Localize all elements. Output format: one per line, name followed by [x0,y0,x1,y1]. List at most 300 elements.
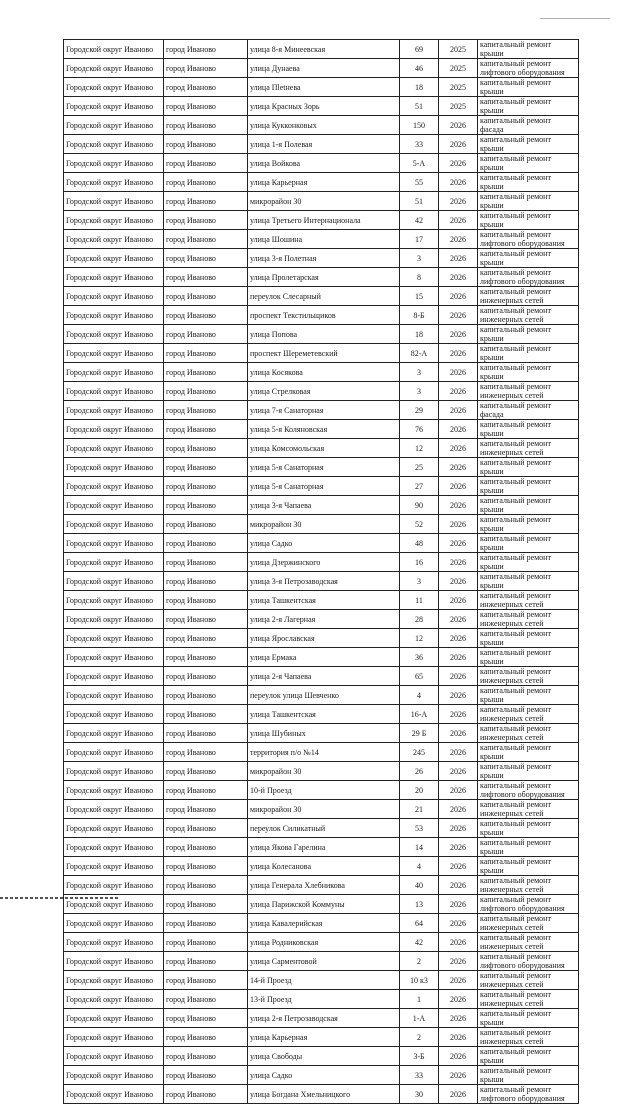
municipality-cell: Городской округ Иваново [64,876,164,895]
work-type-cell: капитальный ремонт крыши [478,135,579,154]
settlement-cell: город Иваново [164,420,248,439]
house-number-cell: 52 [400,515,439,534]
table-row [64,477,579,496]
settlement-cell: город Иваново [164,914,248,933]
year-cell: 2026 [439,553,478,572]
settlement-cell: город Иваново [164,116,248,135]
municipality-cell: Городской округ Иваново [64,287,164,306]
street-cell: улица Дзержинского [248,553,400,572]
work-type-cell: капитальный ремонт инженерных сетей [478,705,579,724]
table-row [64,534,579,553]
repair-schedule-table [63,39,579,1104]
municipality-cell: Городской округ Иваново [64,154,164,173]
municipality-cell: Городской округ Иваново [64,1028,164,1047]
work-type-cell: капитальный ремонт крыши [478,477,579,496]
house-number-cell: 33 [400,1066,439,1085]
settlement-cell: город Иваново [164,724,248,743]
municipality-cell: Городской округ Иваново [64,534,164,553]
table-row [64,325,579,344]
municipality-cell: Городской округ Иваново [64,819,164,838]
street-cell: улица 5-я Санаторная [248,477,400,496]
settlement-cell: город Иваново [164,230,248,249]
house-number-cell: 2 [400,952,439,971]
municipality-cell: Городской округ Иваново [64,553,164,572]
municipality-cell: Городской округ Иваново [64,230,164,249]
settlement-cell: город Иваново [164,705,248,724]
street-cell: улица Попова [248,325,400,344]
top-rule-line [540,18,610,19]
table-row [64,686,579,705]
work-type-cell: капитальный ремонт инженерных сетей [478,971,579,990]
work-type-cell: капитальный ремонт крыши [478,819,579,838]
settlement-cell: город Иваново [164,458,248,477]
work-type-cell: капитальный ремонт крыши [478,78,579,97]
table-row [64,553,579,572]
work-type-cell: капитальный ремонт крыши [478,173,579,192]
table-row [64,515,579,534]
year-cell: 2026 [439,477,478,496]
work-type-cell: капитальный ремонт инженерных сетей [478,724,579,743]
settlement-cell: город Иваново [164,895,248,914]
year-cell: 2026 [439,1009,478,1028]
year-cell: 2026 [439,743,478,762]
municipality-cell: Городской округ Иваново [64,762,164,781]
house-number-cell: 46 [400,59,439,78]
street-cell: улица Генерала Хлебникова [248,876,400,895]
municipality-cell: Городской округ Иваново [64,363,164,382]
work-type-cell: капитальный ремонт фасада [478,401,579,420]
street-cell: улица 8-я Минеевская [248,40,400,59]
year-cell: 2026 [439,192,478,211]
work-type-cell: капитальный ремонт крыши [478,420,579,439]
street-cell: улица Ярославская [248,629,400,648]
street-cell: улица Якова Гарелина [248,838,400,857]
street-cell: улица Войкова [248,154,400,173]
street-cell: переулок улица Шевченко [248,686,400,705]
year-cell: 2026 [439,686,478,705]
work-type-cell: капитальный ремонт крыши [478,515,579,534]
settlement-cell: город Иваново [164,743,248,762]
year-cell: 2026 [439,154,478,173]
street-cell: улица 2-я Петрозаводская [248,1009,400,1028]
municipality-cell: Городской округ Иваново [64,515,164,534]
house-number-cell: 3 [400,382,439,401]
year-cell: 2026 [439,1066,478,1085]
table-row [64,610,579,629]
year-cell: 2026 [439,344,478,363]
house-number-cell: 40 [400,876,439,895]
year-cell: 2026 [439,116,478,135]
settlement-cell: город Иваново [164,971,248,990]
house-number-cell: 8-Б [400,306,439,325]
year-cell: 2026 [439,1085,478,1104]
street-cell: улица Карьерная [248,173,400,192]
year-cell: 2026 [439,496,478,515]
table-row [64,173,579,192]
municipality-cell: Городской округ Иваново [64,838,164,857]
year-cell: 2025 [439,40,478,59]
municipality-cell: Городской округ Иваново [64,610,164,629]
table-row [64,1028,579,1047]
table-row [64,268,579,287]
year-cell: 2026 [439,610,478,629]
house-number-cell: 13 [400,895,439,914]
house-number-cell: 82-А [400,344,439,363]
table-row [64,933,579,952]
year-cell: 2026 [439,895,478,914]
house-number-cell: 12 [400,439,439,458]
street-cell: улица 2-я Лагерная [248,610,400,629]
street-cell: улица 3-я Полетная [248,249,400,268]
house-number-cell: 1-А [400,1009,439,1028]
work-type-cell: капитальный ремонт инженерных сетей [478,876,579,895]
settlement-cell: город Иваново [164,534,248,553]
table-row [64,59,579,78]
municipality-cell: Городской округ Иваново [64,724,164,743]
work-type-cell: капитальный ремонт лифтового оборудования [478,781,579,800]
street-cell: улица 7-я Санаторная [248,401,400,420]
table-row [64,781,579,800]
table-row [64,344,579,363]
street-cell: улица Ташкентская [248,705,400,724]
municipality-cell: Городской округ Иваново [64,211,164,230]
table-row [64,211,579,230]
work-type-cell: капитальный ремонт лифтового оборудования [478,1085,579,1104]
table-row [64,800,579,819]
work-type-cell: капитальный ремонт крыши [478,1066,579,1085]
work-type-cell: капитальный ремонт крыши [478,572,579,591]
work-type-cell: капитальный ремонт инженерных сетей [478,610,579,629]
year-cell: 2026 [439,800,478,819]
municipality-cell: Городской округ Иваново [64,382,164,401]
municipality-cell: Городской округ Иваново [64,401,164,420]
table-row [64,116,579,135]
house-number-cell: 150 [400,116,439,135]
municipality-cell: Городской округ Иваново [64,420,164,439]
settlement-cell: город Иваново [164,154,248,173]
settlement-cell: город Иваново [164,249,248,268]
street-cell: улица Косякова [248,363,400,382]
table-row [64,1047,579,1066]
municipality-cell: Городской округ Иваново [64,1066,164,1085]
year-cell: 2025 [439,78,478,97]
year-cell: 2026 [439,629,478,648]
work-type-cell: капитальный ремонт крыши [478,458,579,477]
street-cell: улица Ермака [248,648,400,667]
street-cell: улица Колесанова [248,857,400,876]
settlement-cell: город Иваново [164,800,248,819]
street-cell: микрорайон 30 [248,192,400,211]
house-number-cell: 3 [400,572,439,591]
table-row [64,458,579,477]
settlement-cell: город Иваново [164,192,248,211]
table-row [64,1085,579,1104]
year-cell: 2026 [439,534,478,553]
street-cell: улица Свободы [248,1047,400,1066]
house-number-cell: 26 [400,762,439,781]
year-cell: 2026 [439,439,478,458]
work-type-cell: капитальный ремонт крыши [478,325,579,344]
street-cell: улица 5-я Коляновская [248,420,400,439]
municipality-cell: Городской округ Иваново [64,857,164,876]
year-cell: 2026 [439,705,478,724]
street-cell: улица Садко [248,534,400,553]
table-row [64,743,579,762]
year-cell: 2026 [439,572,478,591]
table-row [64,78,579,97]
municipality-cell: Городской округ Иваново [64,591,164,610]
municipality-cell: Городской округ Иваново [64,344,164,363]
street-cell: проспект Текстильщиков [248,306,400,325]
settlement-cell: город Иваново [164,211,248,230]
year-cell: 2026 [439,876,478,895]
table-row [64,496,579,515]
work-type-cell: капитальный ремонт инженерных сетей [478,667,579,686]
work-type-cell: капитальный ремонт инженерных сетей [478,439,579,458]
house-number-cell: 3 [400,249,439,268]
year-cell: 2026 [439,781,478,800]
work-type-cell: капитальный ремонт крыши [478,249,579,268]
street-cell: улица Стрелковая [248,382,400,401]
house-number-cell: 10 к3 [400,971,439,990]
work-type-cell: капитальный ремонт крыши [478,838,579,857]
settlement-cell: город Иваново [164,857,248,876]
municipality-cell: Городской округ Иваново [64,78,164,97]
work-type-cell: капитальный ремонт крыши [478,97,579,116]
table-row [64,40,579,59]
municipality-cell: Городской округ Иваново [64,705,164,724]
table-row [64,819,579,838]
bottom-rule-line [0,897,120,899]
house-number-cell: 53 [400,819,439,838]
settlement-cell: город Иваново [164,78,248,97]
municipality-cell: Городской округ Иваново [64,629,164,648]
year-cell: 2026 [439,971,478,990]
work-type-cell: капитальный ремонт крыши [478,743,579,762]
year-cell: 2026 [439,914,478,933]
settlement-cell: город Иваново [164,515,248,534]
year-cell: 2026 [439,287,478,306]
work-type-cell: капитальный ремонт крыши [478,192,579,211]
house-number-cell: 29 [400,401,439,420]
work-type-cell: капитальный ремонт крыши [478,857,579,876]
municipality-cell: Городской округ Иваново [64,971,164,990]
house-number-cell: 76 [400,420,439,439]
street-cell: территория п/о №14 [248,743,400,762]
house-number-cell: 64 [400,914,439,933]
work-type-cell: капитальный ремонт крыши [478,211,579,230]
table-row [64,990,579,1009]
work-type-cell: капитальный ремонт инженерных сетей [478,1028,579,1047]
work-type-cell: капитальный ремонт фасада [478,116,579,135]
house-number-cell: 15 [400,287,439,306]
street-cell: улица Пролетарская [248,268,400,287]
municipality-cell: Городской округ Иваново [64,306,164,325]
municipality-cell: Городской округ Иваново [64,439,164,458]
table-row [64,439,579,458]
year-cell: 2026 [439,306,478,325]
house-number-cell: 1 [400,990,439,1009]
settlement-cell: город Иваново [164,781,248,800]
work-type-cell: капитальный ремонт лифтового оборудования [478,230,579,249]
house-number-cell: 16 [400,553,439,572]
year-cell: 2026 [439,933,478,952]
year-cell: 2026 [439,762,478,781]
house-number-cell: 20 [400,781,439,800]
work-type-cell: капитальный ремонт инженерных сетей [478,287,579,306]
year-cell: 2026 [439,249,478,268]
table-row [64,192,579,211]
street-cell: улица Богдана Хмельницкого [248,1085,400,1104]
municipality-cell: Городской округ Иваново [64,59,164,78]
table-row [64,971,579,990]
table-row [64,838,579,857]
house-number-cell: 21 [400,800,439,819]
year-cell: 2026 [439,952,478,971]
table-row [64,249,579,268]
work-type-cell: капитальный ремонт инженерных сетей [478,591,579,610]
settlement-cell: город Иваново [164,287,248,306]
table-row [64,363,579,382]
house-number-cell: 27 [400,477,439,496]
street-cell: улица 3-я Чапаева [248,496,400,515]
settlement-cell: город Иваново [164,363,248,382]
work-type-cell: капитальный ремонт крыши [478,534,579,553]
house-number-cell: 3 [400,363,439,382]
settlement-cell: город Иваново [164,629,248,648]
street-cell: микрорайон 30 [248,762,400,781]
settlement-cell: город Иваново [164,667,248,686]
street-cell: улица Пletнева [248,78,400,97]
work-type-cell: капитальный ремонт инженерных сетей [478,933,579,952]
street-cell: улица Третьего Интернационала [248,211,400,230]
table-row [64,306,579,325]
settlement-cell: город Иваново [164,952,248,971]
work-type-cell: капитальный ремонт крыши [478,344,579,363]
table-row [64,1066,579,1085]
street-cell: улица Дунаева [248,59,400,78]
house-number-cell: 25 [400,458,439,477]
house-number-cell: 16-А [400,705,439,724]
table-row [64,97,579,116]
work-type-cell: капитальный ремонт инженерных сетей [478,800,579,819]
work-type-cell: капитальный ремонт крыши [478,629,579,648]
house-number-cell: 69 [400,40,439,59]
house-number-cell: 65 [400,667,439,686]
settlement-cell: город Иваново [164,1009,248,1028]
settlement-cell: город Иваново [164,439,248,458]
work-type-cell: капитальный ремонт лифтового оборудования [478,268,579,287]
table-row [64,287,579,306]
settlement-cell: город Иваново [164,591,248,610]
municipality-cell: Городской округ Иваново [64,743,164,762]
municipality-cell: Городской округ Иваново [64,325,164,344]
municipality-cell: Городской округ Иваново [64,686,164,705]
table-row [64,382,579,401]
year-cell: 2026 [439,857,478,876]
work-type-cell: капитальный ремонт крыши [478,1047,579,1066]
house-number-cell: 12 [400,629,439,648]
settlement-cell: город Иваново [164,838,248,857]
work-type-cell: капитальный ремонт крыши [478,40,579,59]
work-type-cell: капитальный ремонт лифтового оборудования [478,952,579,971]
municipality-cell: Городской округ Иваново [64,1047,164,1066]
street-cell: улица Красных Зорь [248,97,400,116]
year-cell: 2026 [439,515,478,534]
municipality-cell: Городской округ Иваново [64,192,164,211]
year-cell: 2026 [439,1028,478,1047]
street-cell: микрорайон 30 [248,800,400,819]
year-cell: 2026 [439,382,478,401]
street-cell: улица Шубиных [248,724,400,743]
year-cell: 2026 [439,648,478,667]
house-number-cell: 18 [400,78,439,97]
year-cell: 2026 [439,990,478,1009]
settlement-cell: город Иваново [164,648,248,667]
settlement-cell: город Иваново [164,933,248,952]
table-row [64,591,579,610]
house-number-cell: 42 [400,211,439,230]
house-number-cell: 55 [400,173,439,192]
street-cell: улица Родниковская [248,933,400,952]
table-row [64,401,579,420]
municipality-cell: Городской округ Иваново [64,40,164,59]
municipality-cell: Городской округ Иваново [64,914,164,933]
municipality-cell: Городской округ Иваново [64,249,164,268]
house-number-cell: 28 [400,610,439,629]
street-cell: улица 5-я Санаторная [248,458,400,477]
street-cell: переулок Слесарный [248,287,400,306]
settlement-cell: город Иваново [164,173,248,192]
municipality-cell: Городской округ Иваново [64,1085,164,1104]
year-cell: 2026 [439,363,478,382]
municipality-cell: Городской округ Иваново [64,477,164,496]
table-row [64,420,579,439]
table-row [64,230,579,249]
settlement-cell: город Иваново [164,344,248,363]
municipality-cell: Городской округ Иваново [64,116,164,135]
work-type-cell: капитальный ремонт лифтового оборудования [478,895,579,914]
settlement-cell: город Иваново [164,610,248,629]
house-number-cell: 245 [400,743,439,762]
settlement-cell: город Иваново [164,1066,248,1085]
municipality-cell: Городской округ Иваново [64,458,164,477]
year-cell: 2026 [439,230,478,249]
settlement-cell: город Иваново [164,572,248,591]
house-number-cell: 5-А [400,154,439,173]
table-row [64,1009,579,1028]
house-number-cell: 2 [400,1028,439,1047]
house-number-cell: 36 [400,648,439,667]
settlement-cell: город Иваново [164,762,248,781]
work-type-cell: капитальный ремонт лифтового оборудования [478,59,579,78]
year-cell: 2026 [439,819,478,838]
settlement-cell: город Иваново [164,876,248,895]
house-number-cell: 4 [400,857,439,876]
settlement-cell: город Иваново [164,325,248,344]
house-number-cell: 14 [400,838,439,857]
municipality-cell: Городской округ Иваново [64,933,164,952]
year-cell: 2026 [439,1047,478,1066]
settlement-cell: город Иваново [164,135,248,154]
municipality-cell: Городской округ Иваново [64,990,164,1009]
work-type-cell: капитальный ремонт крыши [478,686,579,705]
settlement-cell: город Иваново [164,686,248,705]
house-number-cell: 30 [400,1085,439,1104]
house-number-cell: 90 [400,496,439,515]
municipality-cell: Городской округ Иваново [64,648,164,667]
municipality-cell: Городской округ Иваново [64,952,164,971]
